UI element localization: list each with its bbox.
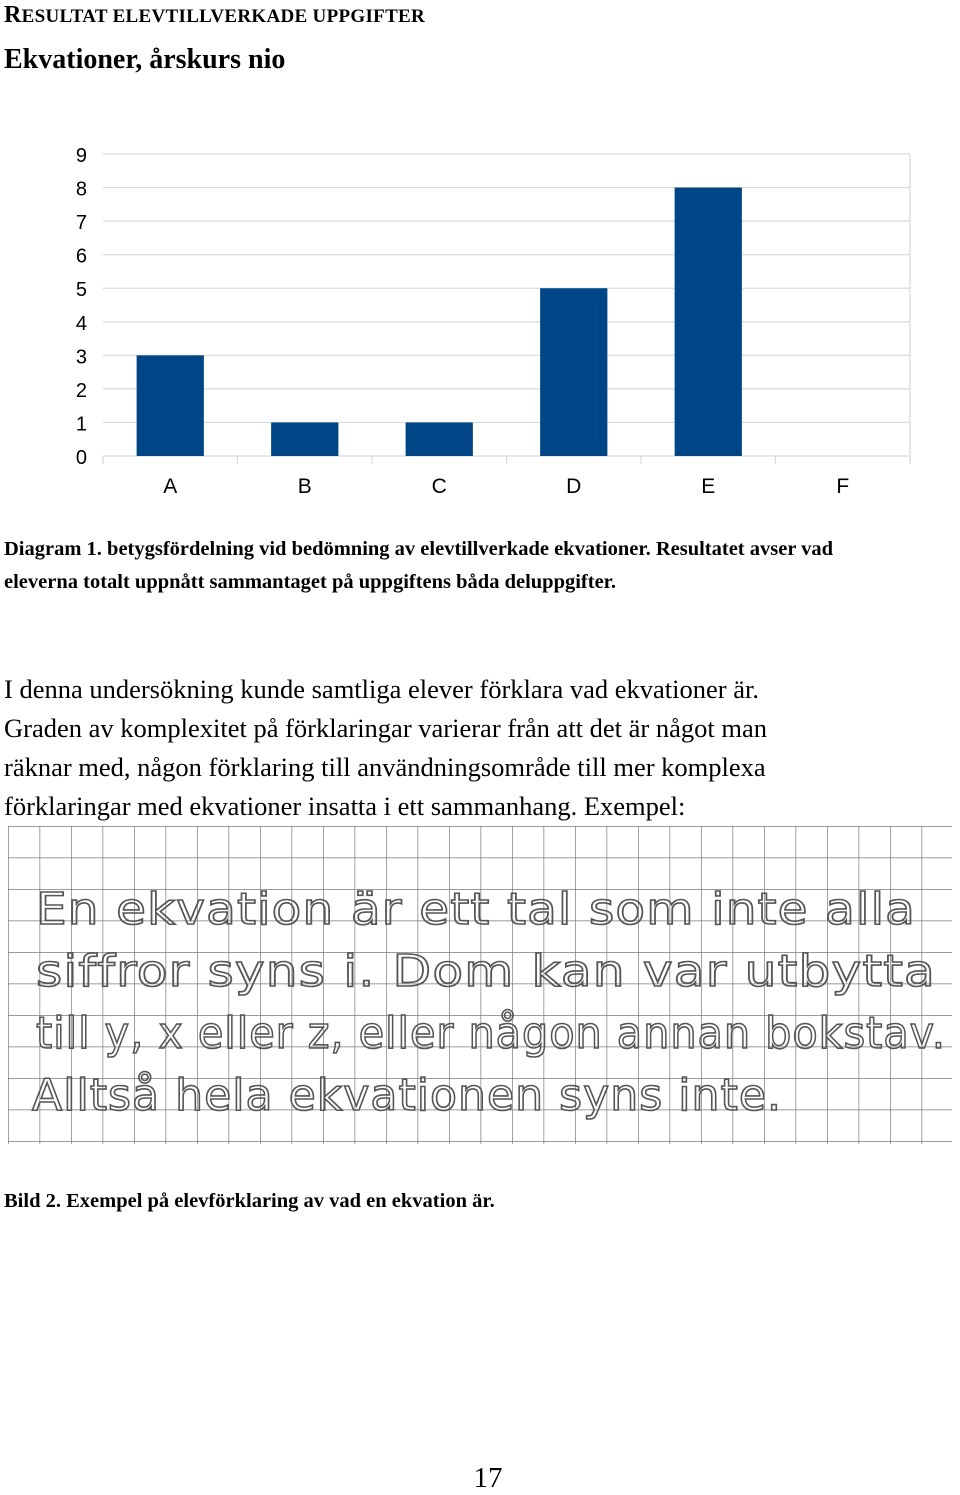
page-number: 17 (473, 1462, 503, 1494)
bar-b (271, 422, 338, 456)
y-tick-label: 9 (75, 145, 87, 167)
diagram-caption: Diagram 1. betygsfördelning vid bedömning av elevtillverkade ekvationer. Resultatet avser vad eleverna totalt uppnått sammantaget på uppgiftens båda deluppgifter. (4, 538, 834, 593)
bar-a (137, 355, 204, 456)
y-tick-label: 8 (75, 178, 87, 201)
body-line: Graden av komplexitet på förklaringar varierar från att det är något man (4, 713, 768, 743)
handwriting-line: till y, x eller z, eller någon annan bokstav. (36, 1008, 946, 1059)
y-tick-label: 5 (75, 279, 87, 302)
x-tick-label: D (566, 475, 582, 498)
y-tick-label: 1 (75, 413, 87, 436)
grade-distribution-chart (0, 130, 960, 510)
y-tick-label: 3 (75, 346, 87, 369)
image-caption: Bild 2. Exempel på elevförklaring av vad en ekvation är. (4, 1190, 495, 1212)
body-line: förklaringar med ekvationer insatta i ett sammanhang. Exempel: (4, 791, 686, 821)
bar-d (540, 288, 607, 456)
student-handwriting-image (8, 826, 952, 1144)
y-tick-label: 2 (75, 379, 87, 402)
x-tick-label: A (163, 475, 178, 498)
y-tick-label: 0 (75, 447, 87, 469)
y-tick-label: 6 (75, 245, 87, 268)
body-paragraph (4, 670, 960, 826)
handwriting-line: siffror syns i. Dom kan var utbytta (36, 946, 937, 997)
bar-c (406, 422, 473, 456)
body-line: I denna undersökning kunde samtliga elever förklara vad ekvationer är. (4, 674, 759, 704)
section-heading: RESULTAT ELEVTILLVERKADE UPPGIFTER (4, 2, 426, 28)
y-tick-label: 4 (75, 312, 87, 335)
x-tick-label: B (297, 475, 312, 498)
x-tick-label: C (431, 475, 447, 498)
x-tick-label: E (701, 475, 716, 498)
bar-e (675, 188, 742, 456)
handwriting-line: En ekvation är ett tal som inte alla (36, 884, 916, 935)
body-line: räknar med, någon förklaring till användningsområde till mer komplexa (4, 752, 766, 782)
x-tick-label: F (836, 475, 850, 498)
section-subheading: Ekvationer, årskurs nio (4, 44, 286, 75)
y-tick-label: 7 (75, 212, 87, 235)
handwriting-line: Alltså hela ekvationen syns inte. (32, 1070, 782, 1121)
